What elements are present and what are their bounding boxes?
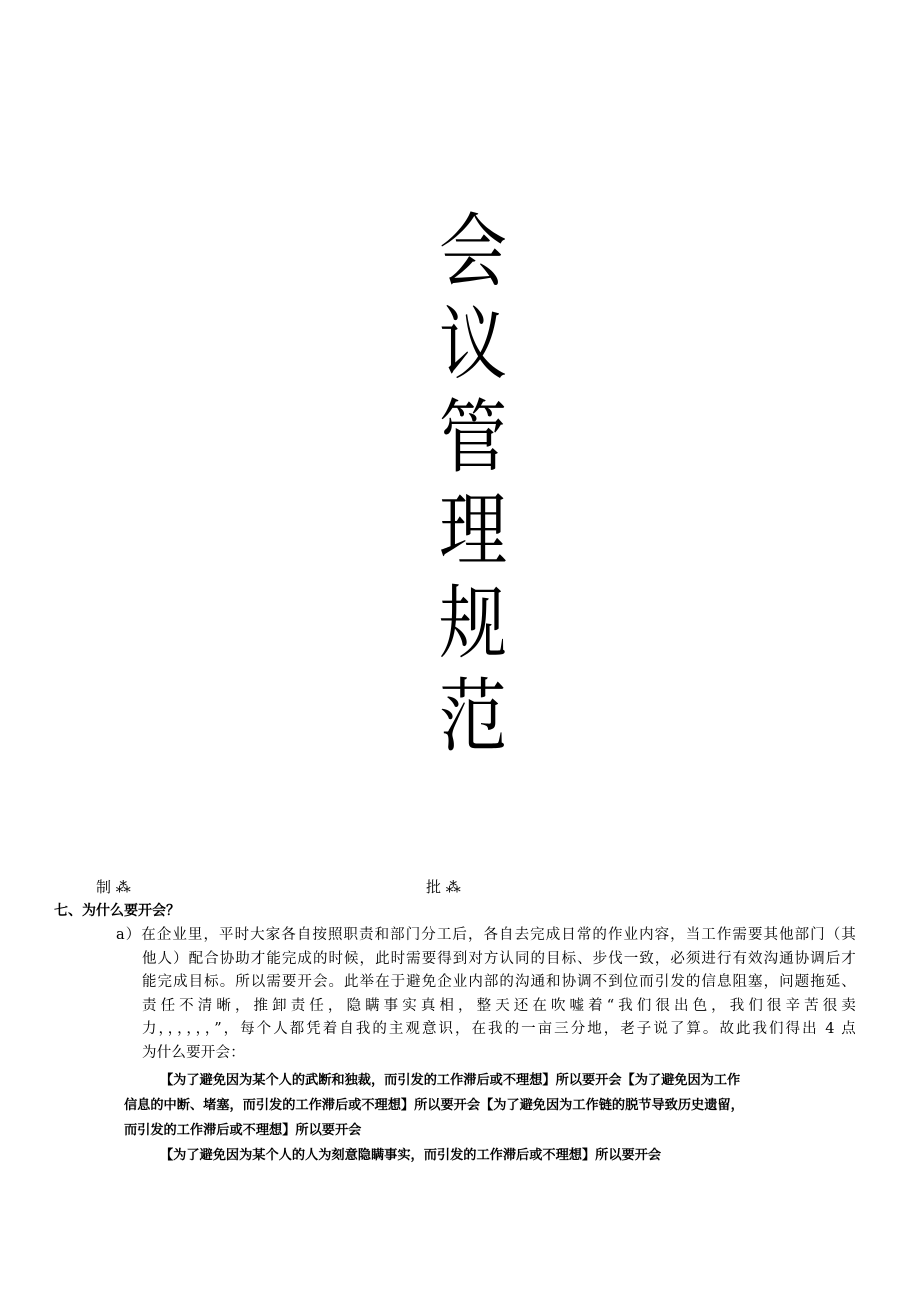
paragraph-line: a）在企业里，平时大家各自按照职责和部门分工后，各自去完成日常的作业内容，当工作需要其他部门（其	[116, 927, 856, 943]
title-char: 范	[439, 670, 507, 763]
title-char: 议	[439, 298, 507, 391]
title-char: 管	[439, 391, 507, 484]
section-heading: 七、为什么要开会？	[54, 903, 180, 919]
paragraph-line: 责任不清晰，推卸责任，隐瞒事实真相，整天还在吹嘘着“我们很出色，我们很辛苦很卖	[142, 997, 856, 1014]
maker-label: 制 ⁂	[96, 878, 131, 896]
title-char: 会	[439, 205, 507, 298]
section-paragraph	[116, 924, 856, 1065]
title-char: 理	[439, 484, 507, 577]
paragraph-line: 能完成目标。所以需要开会。此举在于避免企业内部的沟通和协调不到位而引发的信息阻塞，问题拖延、	[142, 974, 856, 990]
reason-line: 【为了避免因为某个人的武断和独裁，而引发的工作滞后或不理想】所以要开会【为了避免因为工作	[160, 1073, 741, 1088]
paragraph-line: 为什么要开会：	[142, 1044, 245, 1061]
paragraph-line: 他人）配合协助才能完成的时候，此时需要得到对方认同的目标、步伐一致，必须进行有效沟通协调后才	[142, 950, 856, 967]
title-char: 规	[439, 577, 507, 670]
reasons-block	[124, 1068, 848, 1168]
signature-row	[0, 876, 920, 898]
paragraph-line: 力，，，，，，”，每个人都凭着自我的主观意识，在我的一亩三分地，老子说了算。故此我们得出 4 点	[142, 1021, 856, 1037]
reason-line: 信息的中断、堵塞，而引发的工作滞后或不理想】所以要开会【为了避免因为工作链的脱节导致历史遗留，	[124, 1098, 744, 1113]
reason-line: 【为了避免因为某个人的人为刻意隐瞒事实，而引发的工作滞后或不理想】所以要开会	[160, 1148, 662, 1163]
paragraph-marker: a）	[116, 927, 142, 943]
document-title	[428, 205, 518, 763]
reason-line: 而引发的工作滞后或不理想】所以要开会	[124, 1123, 362, 1138]
approver-label: 批 ⁂	[426, 878, 461, 896]
